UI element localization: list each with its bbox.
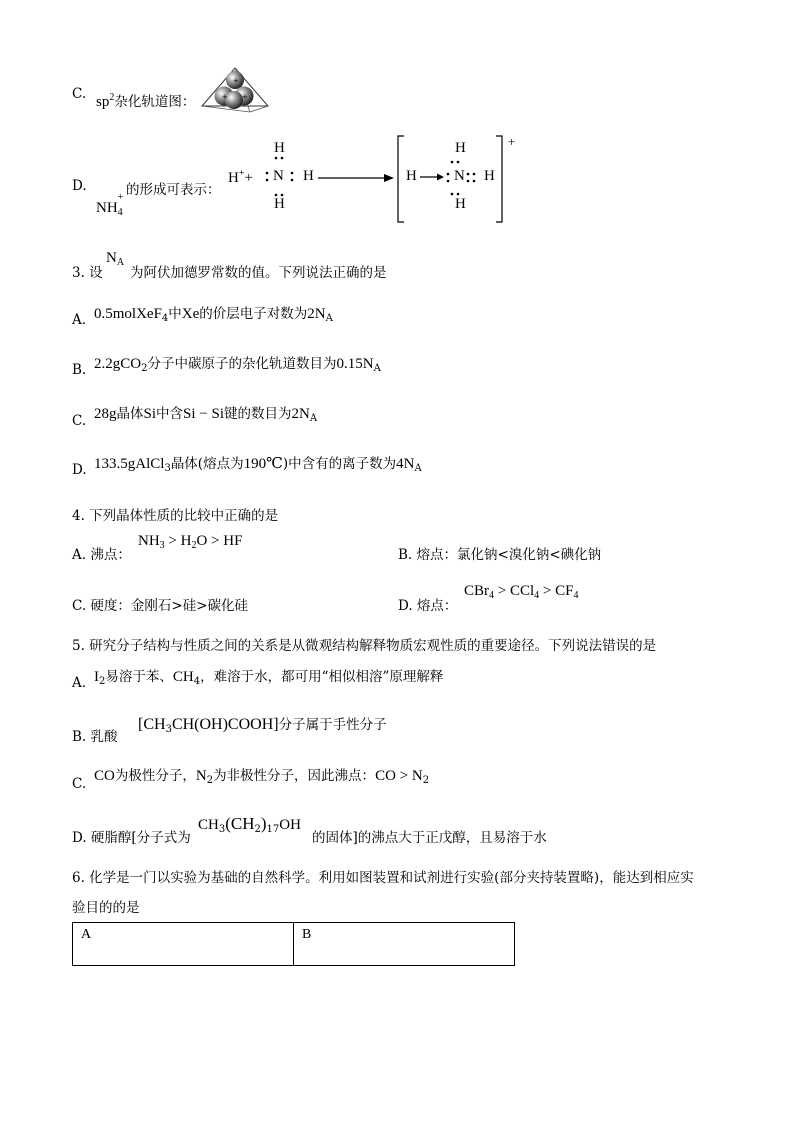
co2-formula: 2.2gCO (94, 356, 142, 372)
na-sub: A (116, 257, 125, 268)
table-cell-a: A (73, 923, 294, 966)
text: 键的数目为 (224, 406, 292, 422)
nh3: NH (138, 533, 160, 549)
q5-stem: 5. 研究分子结构与性质之间的关系是从微观结构解释物质宏观性质的重要途径。下列说法错误的是 (72, 638, 657, 654)
melting-point: 190℃ (243, 456, 283, 472)
text: 分子中碳原子的杂化轨道数目为 (147, 356, 337, 372)
text: )中含有的离子数为 (282, 456, 397, 472)
q4-option-a-formula (138, 533, 242, 551)
q5-option-c (72, 776, 86, 792)
q3-option-c-body (94, 402, 317, 424)
sub: 4 (534, 590, 540, 601)
text: 中含 (156, 406, 184, 422)
sp-text: sp (96, 94, 110, 110)
text: 的价层电子对数为 (199, 306, 308, 322)
sub: 4 (489, 590, 495, 601)
q5-option-b-body (138, 713, 387, 735)
h2o: > H (164, 533, 192, 549)
hf: O > HF (196, 533, 243, 549)
h-charge: + (238, 168, 245, 179)
ch4: CH (172, 669, 194, 685)
q3-option-d-body (94, 452, 422, 474)
q4-option-c: C. 硬度：金刚石>硅>碳化硅 (72, 598, 249, 614)
sp2-term (96, 90, 195, 111)
value-2na: 2N (307, 306, 326, 322)
q6-stem-line1: 6. 化学是一门以实验为基础的自然科学。利用如图装置和试剂进行实验(部分夹持装置略)，能达到相应实 (72, 870, 694, 886)
text: 分子属于手性分子 (278, 717, 387, 733)
sp2-caption: 杂化轨道图： (114, 94, 196, 110)
q3-option-b-body (94, 352, 381, 374)
alcl3-sub: 3 (164, 463, 171, 474)
text: 为非极性分子，因此沸点： (213, 768, 376, 784)
table-row (73, 923, 515, 966)
sub: 3 (165, 724, 172, 735)
value-4na: 4N (396, 456, 415, 472)
sp-sup: 2 (109, 92, 115, 103)
option-label: B. 乳酸 (72, 729, 118, 745)
lewis-nh3-n: N (273, 168, 284, 184)
sub: 2 (254, 824, 261, 835)
q3-stem-tail: 为阿伏加德罗常数的值。下列说法正确的是 (130, 265, 387, 281)
q4-stem: 4. 下列晶体性质的比较中正确的是 (72, 508, 279, 524)
h-ion: H (228, 170, 239, 186)
sub: 3 (218, 824, 226, 835)
text: 易溶于苯、 (105, 669, 173, 685)
ccl4: > CCl (494, 583, 535, 599)
q3-number: 3. 设 (72, 265, 103, 281)
option-label: B. (72, 362, 87, 378)
nh4-text: NH (96, 200, 118, 216)
product-right-h: H (484, 168, 495, 184)
q5-option-d-tail: 的固体]的沸点大于正戊醇，且易溶于水 (312, 830, 547, 846)
nh4-sub: 4 (117, 207, 123, 218)
svg-text:+: + (233, 77, 239, 85)
product-n: N (454, 168, 465, 184)
sub: 17 (266, 824, 280, 835)
lewis-nh3-top-h: H (274, 140, 285, 156)
option-label: C. (72, 776, 87, 792)
lactic-acid-formula: [CH (138, 716, 166, 733)
text: 晶体(熔点为 (170, 456, 244, 472)
table-cell-b: B (294, 923, 515, 966)
option-c-sp2 (72, 86, 86, 102)
q3-option-d (72, 462, 87, 478)
q3-na (106, 250, 124, 268)
svg-text:+: + (222, 93, 228, 101)
option-label: D. 熔点： (398, 598, 458, 614)
option-d-caption: 的形成可表示： (126, 182, 221, 198)
co: CO (94, 768, 115, 784)
sub: 2 (206, 775, 214, 786)
option-label: A. 沸点： (72, 547, 131, 563)
sub: 3 (159, 540, 165, 551)
lewis-left-dots (255, 155, 305, 200)
q5-option-b (72, 725, 118, 745)
text: 为极性分子， (114, 768, 196, 784)
q5-option-a-body (94, 665, 443, 687)
value-2na: 2N (291, 406, 310, 422)
option-label: D. 硬脂醇[分子式为 (72, 830, 191, 846)
q3-option-b (72, 362, 86, 378)
product-left-h: H (406, 168, 417, 184)
co-gt-n2: CO > N (375, 768, 423, 784)
na-sub: A (414, 463, 422, 474)
xef4-formula: 0.5molXeF (94, 306, 162, 322)
si-symbol: Si (143, 406, 157, 422)
ch3: CH (198, 817, 219, 833)
sp2-orbital-image (200, 66, 270, 114)
sub: 2 (191, 540, 197, 551)
value-015na: 0.15N (336, 356, 374, 372)
q5-option-a (72, 675, 86, 691)
nh4-formula (96, 192, 124, 218)
q6-stem-line2: 验目的的是 (72, 900, 140, 916)
na-sub: A (325, 313, 333, 324)
na-sub: A (309, 413, 318, 424)
product-charge: + (508, 134, 516, 149)
product-bottom-h: H (455, 196, 466, 212)
plus-operator: + (244, 170, 253, 186)
q3-stem (72, 261, 103, 281)
na-symbol: N (106, 250, 117, 266)
si-si-bond: Si − Si (183, 406, 224, 422)
option-label: A. (72, 675, 87, 691)
lewis-nh3-right-h: H (303, 168, 314, 184)
q4-option-d (398, 594, 457, 614)
sub: 4 (573, 590, 579, 601)
q3-option-a (72, 312, 86, 328)
cbr4: CBr (464, 583, 490, 599)
text: 晶体 (116, 406, 144, 422)
sub: 4 (193, 676, 201, 687)
q4-option-a (72, 543, 131, 563)
cf4: > CF (539, 583, 574, 599)
xef4-sub: 4 (161, 313, 169, 324)
sub: 2 (422, 775, 430, 786)
co2-sub: 2 (141, 363, 148, 374)
text: 中 (168, 306, 182, 322)
q4-option-d-formula (464, 583, 578, 601)
lactic-acid-formula-rest: CH(OH)COOH] (171, 716, 279, 733)
q3-option-c (72, 413, 86, 429)
mass-28g: 28g (94, 406, 117, 422)
alcl3-formula: 133.5gAlCl (94, 456, 165, 472)
n2: N (195, 768, 207, 784)
q5-option-d (72, 826, 191, 846)
lewis-h-plus (228, 168, 253, 187)
na-sub: A (373, 363, 381, 374)
q5-option-c-body (94, 764, 429, 786)
q4-option-b: B. 熔点：氯化钠<溴化钠<碘化钠 (398, 547, 602, 563)
svg-text:+: + (242, 93, 248, 101)
option-label: C. (72, 86, 87, 102)
q3-option-a-body (94, 302, 333, 324)
product-top-h: H (455, 140, 466, 156)
option-label: A. (72, 312, 87, 328)
option-label: D. (72, 462, 87, 478)
q5-option-d-formula (198, 814, 301, 835)
close-paren: ) (260, 814, 267, 833)
lewis-nh3-bottom-h: H (274, 196, 285, 212)
q6-table (72, 922, 515, 966)
option-label: C. (72, 413, 87, 429)
i2: I (94, 669, 99, 685)
sub: 2 (99, 676, 106, 687)
oh: OH (279, 817, 301, 833)
option-d-label: D. (72, 178, 87, 194)
xe-symbol: Xe (181, 306, 200, 322)
reaction-arrow (318, 172, 394, 184)
ch2: (CH (225, 814, 255, 833)
nh4-charge: + (117, 192, 124, 203)
text: ，难溶于水，都可用“相似相溶”原理解释 (200, 669, 444, 685)
